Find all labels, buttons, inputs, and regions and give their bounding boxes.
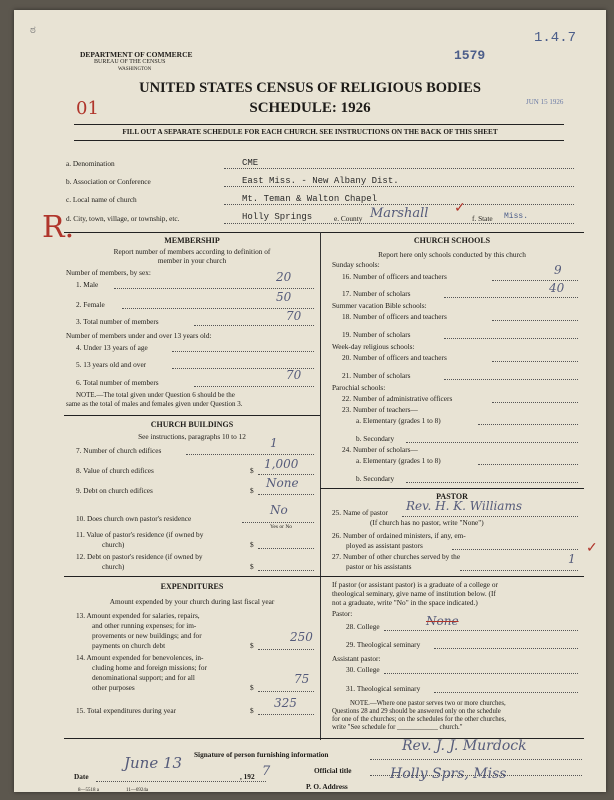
official-title-label: Official title — [314, 766, 352, 775]
q14-label-3: denominational support; and for all — [92, 673, 195, 682]
q22-label: 22. Number of administrative officers — [342, 394, 453, 403]
q7-line — [186, 454, 314, 455]
corner-mark: ಠ — [30, 24, 36, 36]
city-label: d. City, town, village, or township, etc. — [66, 214, 180, 223]
q9-value: None — [266, 476, 299, 490]
date-line — [96, 781, 266, 782]
city-value: Holly Springs — [242, 212, 313, 222]
date-label: Date — [74, 772, 89, 781]
q6-line — [194, 386, 314, 387]
q13-label-3: provements or new buildings; and for — [92, 631, 202, 640]
census-schedule-form — [14, 10, 606, 792]
q18-label: 18. Number of officers and teachers — [342, 312, 447, 321]
pastor-note-2: Questions 28 and 29 should be answered only on the schedule — [332, 708, 501, 715]
received-date-stamp: JUN 15 1926 — [526, 98, 564, 106]
q25-value: Rev. H. K. Williams — [406, 499, 522, 513]
denomination-line — [224, 168, 574, 169]
q23b-line — [406, 442, 578, 443]
bureau-name: BUREAU OF THE CENSUS — [94, 59, 166, 65]
signature-label: Signature of person furnishing information — [194, 750, 329, 759]
q7-value: 1 — [270, 436, 278, 450]
q16-value: 9 — [554, 263, 562, 277]
pastor-sub-label: Pastor: — [332, 609, 353, 618]
pastor-note-3: for one of the churches; on the schedules for the other churches, — [332, 716, 507, 723]
q14-label-2: cluding home and foreign missions; for — [92, 663, 207, 672]
q13-dollar: $ — [250, 641, 254, 650]
serial-stamp: 1579 — [454, 48, 486, 63]
q20-label: 20. Number of officers and teachers — [342, 353, 447, 362]
q18-line — [492, 320, 578, 321]
membership-heading: MEMBERSHIP — [164, 236, 220, 245]
q14-value: 75 — [294, 672, 310, 686]
members-by-sex-label: Number of members, by sex: — [66, 268, 151, 277]
buildings-heading: CHURCH BUILDINGS — [150, 420, 234, 429]
po-address-label: P. O. Address — [306, 782, 348, 791]
assistant-pastor-label: Assistant pastor: — [332, 654, 381, 663]
q12-line — [258, 570, 314, 571]
membership-sub2: member in your church — [157, 256, 227, 265]
q27-check-mark: ✓ — [586, 540, 598, 556]
q25-label: 25. Name of pastor — [332, 508, 388, 517]
q25-line — [402, 516, 578, 517]
q24b-label: b. Secondary — [356, 474, 395, 483]
q16-line — [492, 280, 578, 281]
q7-label: 7. Number of church edifices — [76, 446, 162, 455]
summer-schools-label: Summer vacation Bible schools: — [332, 301, 427, 310]
signature-line — [370, 759, 582, 760]
q3-line — [194, 325, 314, 326]
q10-label: 10. Does church own pastor's residence — [76, 514, 192, 523]
q10-hint: Yes or No — [270, 524, 293, 530]
q8-label: 8. Value of church edifices — [76, 466, 154, 475]
q11-dollar: $ — [250, 540, 254, 549]
q24b-line — [406, 482, 578, 483]
q23a-line — [478, 424, 578, 425]
graduate-rule — [320, 576, 584, 577]
q21-line — [444, 379, 578, 380]
pastor-heading: PASTOR — [436, 492, 468, 501]
bureau-city: WASHINGTON — [118, 67, 152, 72]
form-instruction: FILL OUT A SEPARATE SCHEDULE FOR EACH CHURCH. SEE INSTRUCTIONS ON THE BACK OF THIS SHEET — [122, 128, 498, 136]
q4-label: 4. Under 13 years of age — [76, 343, 148, 352]
header-rule-bottom — [74, 140, 564, 141]
schools-heading: CHURCH SCHOOLS — [413, 236, 491, 245]
local-name-value: Mt. Teman & Walton Chapel — [242, 194, 378, 204]
handwritten-r-mark: R. — [42, 210, 75, 245]
file-number-stamp: 1.4.7 — [534, 30, 577, 46]
q22-line — [492, 402, 578, 403]
q31-line — [434, 692, 578, 693]
expenditures-heading: EXPENDITURES — [160, 582, 224, 591]
q12-dollar: $ — [250, 562, 254, 571]
q21-label: 21. Number of scholars — [342, 371, 411, 380]
buildings-sub: See instructions, paragraphs 10 to 12 — [138, 432, 246, 441]
q28-line — [384, 630, 578, 631]
q2-value: 50 — [276, 290, 292, 304]
association-line — [224, 186, 574, 187]
q26-line — [452, 549, 578, 550]
q29-line — [434, 648, 578, 649]
q8-line — [258, 474, 314, 475]
q3-value: 70 — [286, 309, 302, 323]
q9-label: 9. Debt on church edifices — [76, 486, 153, 495]
q8-value: 1,000 — [264, 457, 299, 471]
parochial-schools-label: Parochial schools: — [332, 383, 386, 392]
q9-line — [258, 494, 314, 495]
q24a-line — [478, 464, 578, 465]
form-number-2: 11—6924a — [126, 788, 149, 793]
q2-label: 2. Female — [76, 300, 105, 309]
local-name-line — [224, 204, 574, 205]
graduate-instruction-1: If pastor (or assistant pastor) is a graduate of a college or — [332, 580, 498, 589]
section-top-rule — [64, 232, 584, 233]
year-label: , 192 — [240, 772, 255, 781]
state-value: Miss. — [504, 212, 529, 221]
q1-label: 1. Male — [76, 280, 99, 289]
q27-line — [460, 570, 578, 571]
denomination-label: a. Denomination — [66, 159, 115, 168]
q20-line — [492, 361, 578, 362]
q28-label: 28. College — [346, 622, 380, 631]
q31-label: 31. Theological seminary — [346, 684, 421, 693]
association-label: b. Association or Conference — [66, 177, 151, 186]
state-label: f. State — [472, 214, 493, 223]
q13-label: 13. Amount expended for salaries, repairs, — [76, 611, 200, 620]
q23b-label: b. Secondary — [356, 434, 395, 443]
q29-label: 29. Theological seminary — [346, 640, 421, 649]
q14-label: 14. Amount expended for benevolences, in- — [76, 653, 204, 662]
q30-label: 30. College — [346, 665, 380, 674]
q26-label: 26. Number of ordained ministers, if any, em- — [332, 531, 466, 540]
q13-label-4: payments on church debt — [92, 641, 166, 650]
q15-line — [258, 714, 314, 715]
expenditures-sub: Amount expended by your church during last fiscal year — [109, 597, 275, 606]
q5-label: 5. 13 years old and over — [76, 360, 147, 369]
q27-label-cont: pastor or his assistants — [346, 562, 412, 571]
sunday-schools-label: Sunday schools: — [332, 260, 380, 269]
q1-line — [114, 288, 314, 289]
date-value: June 13 — [124, 754, 183, 772]
signature-value: Rev. J. J. Murdock — [402, 738, 527, 754]
county-value: Marshall — [370, 206, 429, 221]
q19-line — [444, 338, 578, 339]
expenditures-rule — [64, 576, 320, 577]
q12-label-cont: church) — [102, 562, 125, 571]
local-name-label: c. Local name of church — [66, 195, 137, 204]
form-number-1: 8—5518 a — [78, 788, 99, 793]
weekday-schools-label: Week-day religious schools: — [332, 342, 415, 351]
form-title: UNITED STATES CENSUS OF RELIGIOUS BODIES — [139, 80, 481, 96]
po-address-value: Holly Sprs, Miss — [390, 766, 507, 782]
graduate-instruction-3: not a graduate, write "No" in the space indicated.) — [332, 598, 478, 607]
pastor-note-4: write "See schedule for ____________ church." — [332, 724, 463, 731]
year-value: 7 — [262, 764, 271, 779]
q24-label: 24. Number of scholars— — [342, 445, 418, 454]
column-divider — [320, 232, 321, 740]
members-by-age-label: Number of members under and over 13 years old: — [66, 331, 212, 340]
q27-value: 1 — [568, 552, 576, 566]
q9-dollar: $ — [250, 486, 254, 495]
q6-label: 6. Total number of members — [76, 378, 159, 387]
q11-label-cont: church) — [102, 540, 125, 549]
membership-note-2: same as the total of males and females given under Question 3. — [66, 400, 243, 408]
q4-line — [172, 351, 314, 352]
handwritten-01-mark: 01 — [76, 98, 99, 119]
membership-note-1: NOTE.—The total given under Question 6 should be the — [76, 391, 235, 399]
q23a-label: a. Elementary (grades 1 to 8) — [356, 416, 441, 425]
q1-value: 20 — [276, 270, 292, 284]
check-mark: ✓ — [454, 200, 466, 216]
q14-dollar: $ — [250, 683, 254, 692]
q16-label: 16. Number of officers and teachers — [342, 272, 447, 281]
q3-label: 3. Total number of members — [76, 317, 159, 326]
q26-label-cont: ployed as assistant pastors — [346, 541, 423, 550]
q24a-label: a. Elementary (grades 1 to 8) — [356, 456, 441, 465]
q14-label-4: other purposes — [92, 683, 135, 692]
q13-value: 250 — [290, 630, 313, 644]
pastor-rule — [320, 488, 584, 489]
q13-label-2: and other running expenses; for im- — [92, 621, 197, 630]
department-name: DEPARTMENT OF COMMERCE — [80, 50, 193, 59]
schedule-title: SCHEDULE: 1926 — [249, 100, 371, 116]
q25-hint: (If church has no pastor, write "None") — [370, 518, 484, 527]
q17-value: 40 — [549, 281, 565, 295]
q27-label: 27. Number of other churches served by the — [332, 552, 461, 561]
q13-line — [258, 649, 314, 650]
q17-line — [444, 297, 578, 298]
q23-label: 23. Number of teachers— — [342, 405, 418, 414]
header-rule — [74, 124, 564, 125]
schools-sub: Report here only schools conducted by this church — [378, 250, 526, 259]
county-label: e. County — [334, 214, 363, 223]
q15-label: 15. Total expenditures during year — [76, 706, 177, 715]
q15-dollar: $ — [250, 706, 254, 715]
q30-line — [384, 673, 578, 674]
buildings-rule — [64, 415, 320, 416]
denomination-value: CME — [242, 158, 259, 168]
pastor-note-1: NOTE.—Where one pastor serves two or more churches, — [350, 700, 506, 707]
graduate-instruction-2: theological seminary, give name of institution below. (If — [332, 589, 496, 598]
association-value: East Miss. - New Albany Dist. — [242, 176, 399, 186]
q17-label: 17. Number of scholars — [342, 289, 411, 298]
q15-value: 325 — [274, 696, 297, 710]
q10-value: No — [270, 503, 288, 517]
membership-sub1: Report number of members according to definition of — [113, 247, 271, 256]
q19-label: 19. Number of scholars — [342, 330, 411, 339]
q8-dollar: $ — [250, 466, 254, 475]
q11-line — [258, 548, 314, 549]
q14-line — [258, 691, 314, 692]
q28-value: None — [426, 614, 459, 628]
city-line — [224, 223, 574, 224]
q11-label: 11. Value of pastor's residence (if owned by — [76, 530, 204, 539]
q12-label: 12. Debt on pastor's residence (if owned by — [76, 552, 203, 561]
q6-value: 70 — [286, 368, 302, 382]
